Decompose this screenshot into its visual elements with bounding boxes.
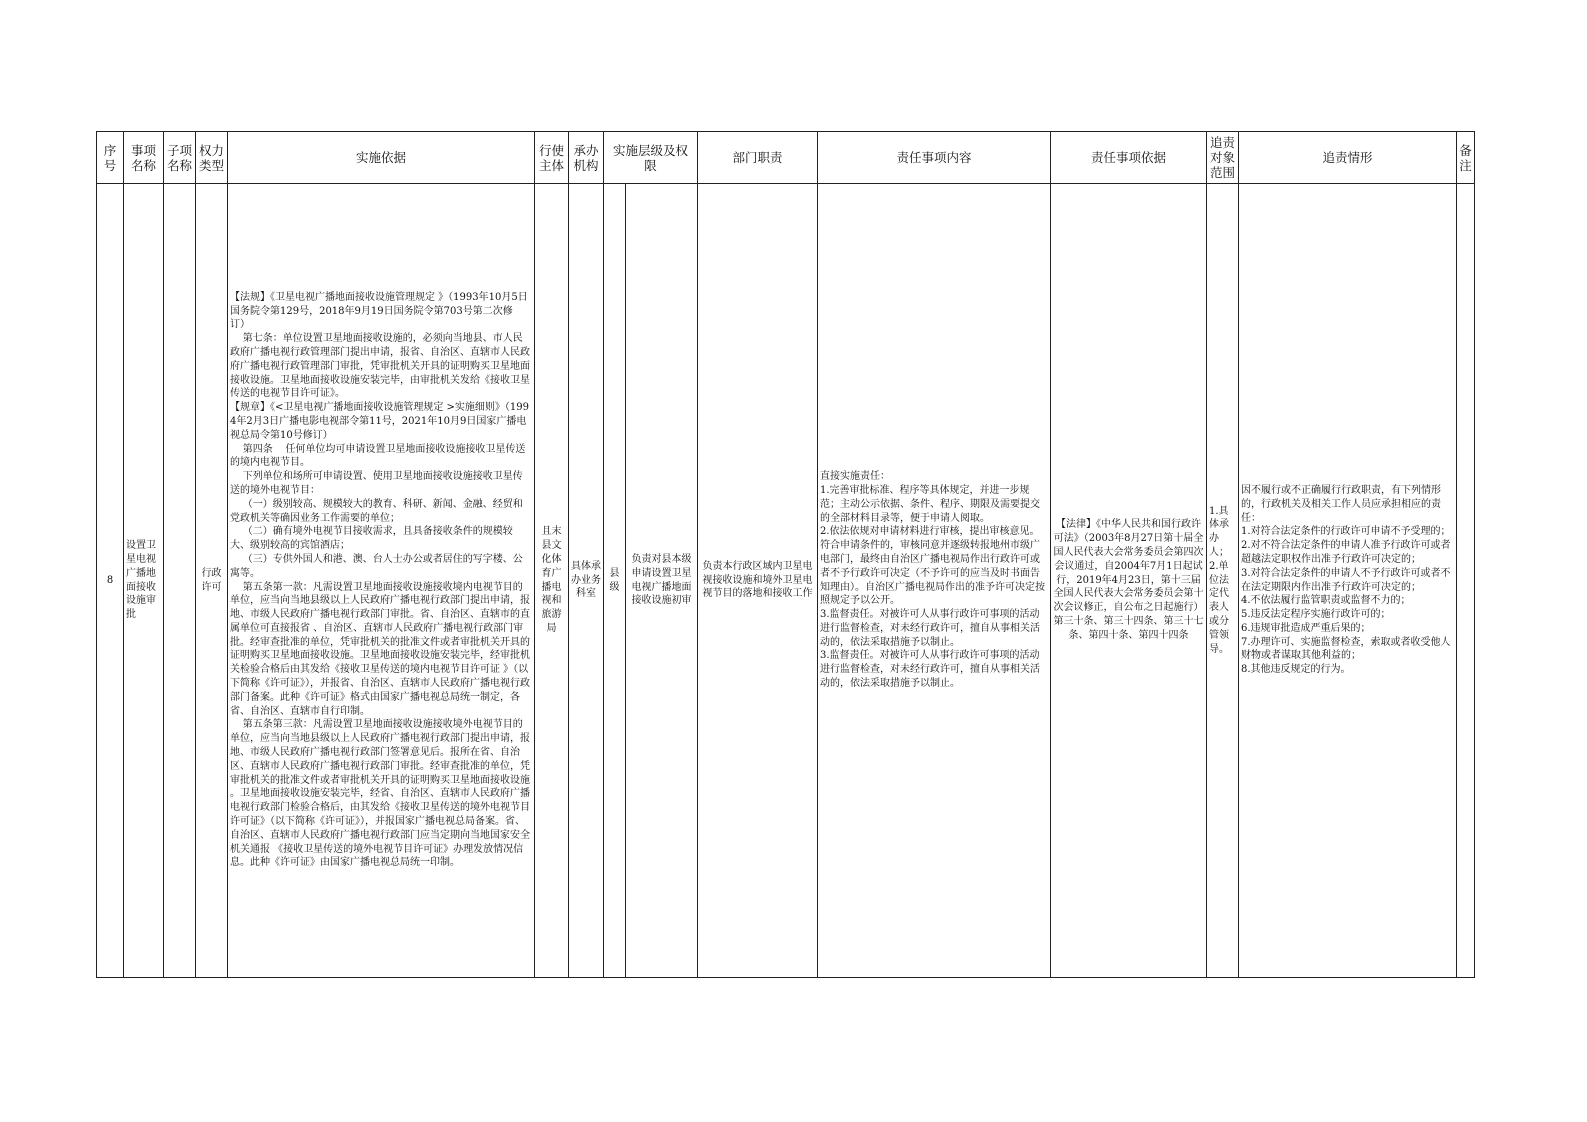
cell-power-type: 行政许可: [196, 184, 228, 978]
cell-accountability-scope: 1.具体承办人；2.单位法定代表人或分管领导。: [1207, 184, 1239, 978]
header-resp-basis: 责任事项依据: [1051, 132, 1207, 184]
header-resp-content: 责任事项内容: [818, 132, 1051, 184]
cell-seq: 8: [97, 184, 124, 978]
header-row: [97, 132, 1475, 184]
cell-sub-name: [164, 184, 196, 978]
header-subject: 行使 主体: [535, 132, 569, 184]
header-sub-name: 子项 名称: [164, 132, 196, 184]
cell-accountability: 因不履行或不正确履行行政职责，有下列情形的，行政机关及相关工作人员应承担相应的责任： 1.对符合法定条件的行政许可申请不予受理的； 2.对不符合法定条件的申请人准予行政许可或者超越法定职权作出准予行政许可决定的； 3.对符合法定条件的申请人不予行政许可或者不在法定期限内作出准予行政许可决定的； 4.不依法履行监管职责或监督不力的； 5.违反法定程序实施行政许可的； 6.违规审批造成严重后果的； 7.办理许可、实施监督检查，索取或者收受他人财物或者谋取其他利益的； 8.其他违反规定的行为。: [1239, 184, 1457, 978]
cell-duty: 负责本行政区域内卫星电视接收设施和境外卫星电视节目的落地和接收工作: [698, 184, 818, 978]
header-accountability: 追责情形: [1239, 132, 1457, 184]
header-agency: 承办 机构: [569, 132, 604, 184]
cell-resp-content: 直接实施责任： 1.完善审批标准、程序等具体规定，并进一步规范；主动公示依据、条件、程序、期限及需要提交的全部材料目录等，便于申请人阅取。 2.依法依规对申请材料进行审核，提出审核意见。符合申请条件的，审核同意并逐级转报地州市级广电部门，最终由自治区广播电视局作出行政许可或者不予行政许可决定（不予许可的应当及时书面告知理由）。自治区广播电视局作出的准予许可决定按照规定予以公开。 3.监督责任。对被许可人从事行政许可事项的活动进行监督检查，对未经行政许可，擅自从事相关活动的，依法采取措施予以制止。 3.监督责任。对被许可人从事行政许可事项的活动进行监督检查，对未经行政许可，擅自从事相关活动的，依法采取措施予以制止。: [818, 184, 1051, 978]
header-duty: 部门职责: [698, 132, 818, 184]
header-remark: 备 注: [1457, 132, 1475, 184]
header-item-name: 事项 名称: [124, 132, 164, 184]
cell-basis: 【法规】《卫星电视广播地面接收设施管理规定 》（1993年10月5日国务院令第129号，2018年9月19日国务院令第703号第二次修订） 第七条：单位设置卫星地面接收设施的，必须向当地县、市人民政府广播电视行政管理部门提出申请，报省、自治区、直辖市人民政府广播电视行政管理部门审批，凭审批机关开具的证明购买卫星地面接收设施。卫星地面接收设施安装完毕，由审批机关发给《接收卫星传送的电视节目许可证》。 【规章】《<卫星电视广播地面接收设施管理规定 >实施细则》（1994年2月3日广播电影电视部令第11号，2021年10月9日国家广播电视总局令第10号修订） 第四条 任何单位均可申请设置卫星地面接收设施接收卫星传送的境内电视节目。 下列单位和场所可申请设置、使用卫星地面接收设施接收卫星传送的境外电视节目： （一）级别较高、规模较大的教育、科研、新闻、金融、经贸和党政机关等确因业务工作需要的单位； （二）确有境外电视节目接收需求，且具备接收条件的规模较大、级别较高的宾馆酒店； （三）专供外国人和港、澳、台人士办公或者居住的写字楼、公寓等。 第五条第一款：凡需设置卫星地面接收设施接收境内电视节目的单位，应当向当地县级以上人民政府广播电视行政部门提出申请，报地、市级人民政府广播电视行政部门审批。省、自治区、直辖市的直属单位可直接报省 、自治区、直辖市人民政府广播电视行政部门审批。经审查批准的单位，凭审批机关的批准文件或者审批机关开具的证明购买卫星地面接收设施。卫星地面接收设施安装完毕，经审批机关检验合格后由其发给《接收卫星传送的境内电视节目许可证 》（以下简称《许可证》），并报省、自治区、直辖市人民政府广播电视行政部门备案。此种《许可证》格式由国家广播电视总局统一制定，各省、自治区、直辖市自行印制。 第五条第三款：凡需设置卫星地面接收设施接收境外电视节目的单位，应当向当地县级以上人民政府广播电视行政部门提出申请，报地、市级人民政府广播电视行政部门签署意见后。报所在省、自治区、直辖市人民政府广播电视行政部门审批。经审查批准的单位，凭审批机关的批准文件或者审批机关开具的证明购买卫星地面接收设施 。卫星地面接收设施安装完毕，经省、自治区、直辖市人民政府广播电视行政部门检验合格后，由其发给《接收卫星传送的境外电视节目许可证》（以下简称《许可证》），并报国家广播电视总局备案。省、自治区、直辖市人民政府广播电视行政部门应当定期向当地国家安全机关通报 《接收卫星传送的境外电视节目许可证》办理发放情况信息。此种《许可证》由国家广播电视总局统一印制。: [228, 184, 535, 978]
cell-level: 县级: [604, 184, 626, 978]
cell-resp-basis: 【法律】《中华人民共和国行政许可法》（2003年8月27日第十届全国人民代表大会常务委员会第四次会议通过，自2004年7月1日起试行，2019年4月23日，第十三届全国人民代表大会常务委员会第十次会议修正，自公布之日起施行） 第三十条、第三十四条、第三十七条、第四十条、第四十四条: [1051, 184, 1207, 978]
cell-agency: 具体承办业务科室: [569, 184, 604, 978]
header-accountability-scope: 追责 对象 范围: [1207, 132, 1239, 184]
cell-subject: 且末县文化体育广播电视和旅游局: [535, 184, 569, 978]
header-level: 实施层级及权 限: [604, 132, 698, 184]
cell-level-detail: 负责对县本级申请设置卫星电视广播地面接收设施初审: [626, 184, 698, 978]
header-seq: 序 号: [97, 132, 124, 184]
cell-item-name: 设置卫星电视广播地面接收设施审批: [124, 184, 164, 978]
header-basis: 实施依据: [228, 132, 535, 184]
table-row: [97, 184, 1475, 978]
power-list-table: [96, 131, 1475, 978]
header-power-type: 权力 类型: [196, 132, 228, 184]
cell-remark: [1457, 184, 1475, 978]
